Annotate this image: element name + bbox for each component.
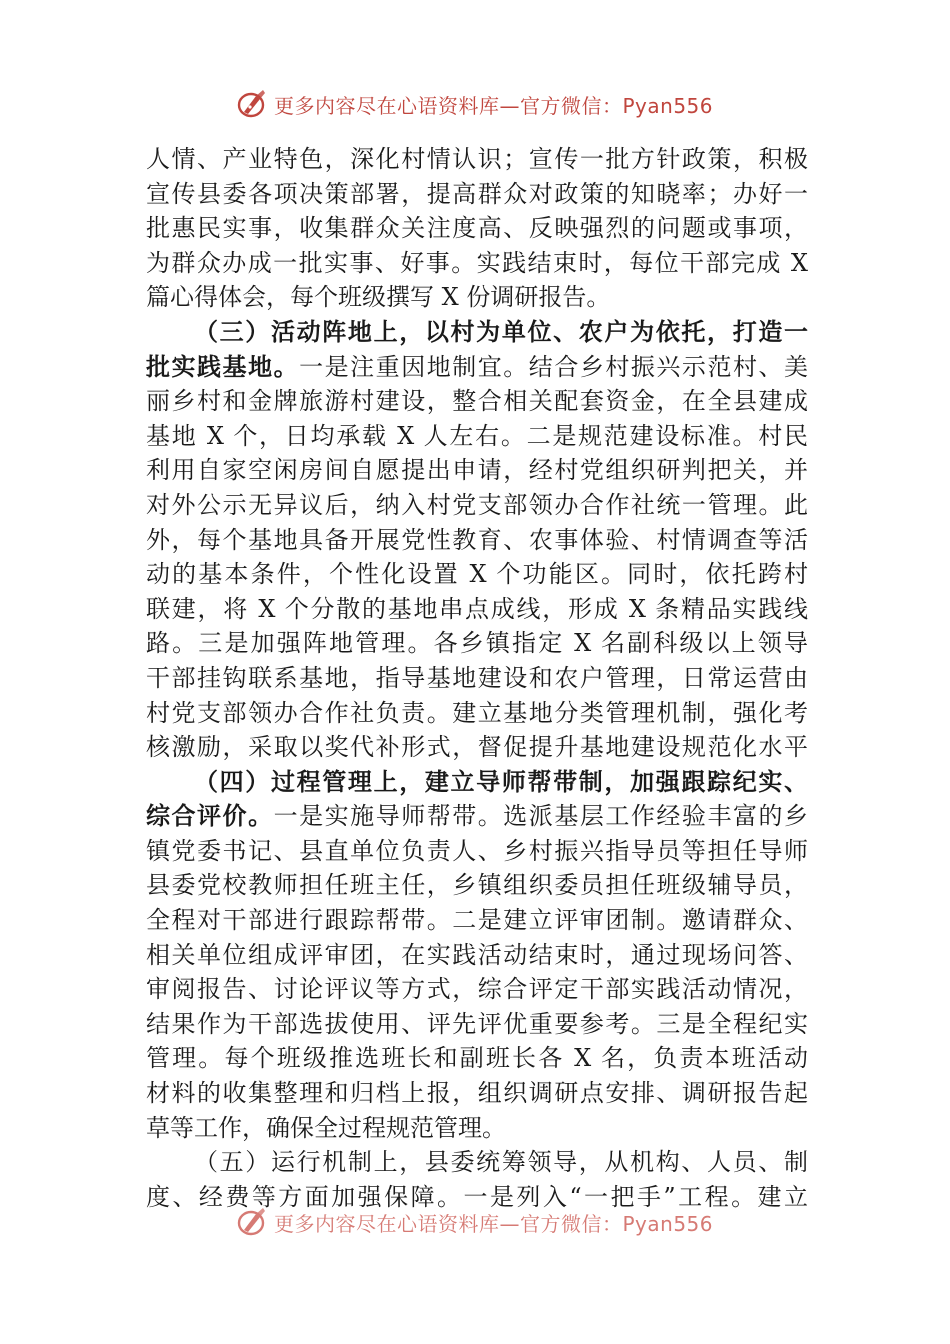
text-line <box>146 1111 808 1146</box>
body-text: 全程对干部进行跟踪帮带。二是建立评审团制。邀请群众、 <box>146 906 808 935</box>
body-text: 为群众办成一批实事、好事。实践结束时，每位干部完成 X <box>146 248 808 277</box>
body-text: 一是注重因地制宜。结合乡村振兴示范村、美 <box>299 352 808 381</box>
body-text: 干部挂钩联系基地，指导基地建设和农户管理，日常运营由 <box>146 663 808 692</box>
body-text: 批惠民实事，收集群众关注度高、反映强烈的问题或事项， <box>146 214 808 243</box>
text-line <box>146 1076 808 1111</box>
watermark-text: 更多内容尽在心语资料库—官方微信：Pyan556 <box>274 93 714 118</box>
body-text: 相关单位组成评审团，在实践活动结束时，通过现场问答、 <box>146 940 808 969</box>
body-text: 对外公示无异议后，纳入村党支部领办合作社统一管理。此 <box>146 490 808 519</box>
body-text: 丽乡村和金牌旅游村建设，整合相关配套资金，在全县建成 <box>146 387 808 416</box>
document-body <box>146 142 808 1214</box>
text-line <box>146 350 808 385</box>
text-line <box>146 972 808 1007</box>
text-line <box>146 592 808 627</box>
bold-heading-text: （三）活动阵地上，以村为单位、农户为依托，打造一 <box>194 316 808 346</box>
text-line <box>146 523 808 558</box>
text-line <box>146 211 808 246</box>
bold-heading-text: 批实践基地。 <box>146 351 300 381</box>
text-line <box>146 280 808 315</box>
text-line <box>146 1007 808 1042</box>
text-line <box>146 626 808 661</box>
body-text: 利用自家空闲房间自愿提出申请，经村党组织研判把关，并 <box>146 456 808 485</box>
text-line <box>146 903 808 938</box>
body-text: 镇党委书记、县直单位负责人、乡村振兴指导员等担任导师 <box>146 836 808 865</box>
text-line <box>146 557 808 592</box>
text-line <box>146 453 808 488</box>
pen-nib-logo-icon <box>234 86 270 122</box>
body-text: 结果作为干部选拔使用、评先评优重要参考。三是全程纪实 <box>146 1009 808 1038</box>
watermark-text-footer: 更多内容尽在心语资料库—官方微信：Pyan556 <box>274 1211 714 1236</box>
text-line <box>146 661 808 696</box>
body-text: 宣传县委各项决策部署，提高群众对政策的知晓率；办好一 <box>146 179 808 208</box>
text-line <box>146 1041 808 1076</box>
text-line <box>146 419 808 454</box>
header-watermark <box>0 82 950 122</box>
text-line <box>146 834 808 869</box>
text-line <box>146 142 808 177</box>
text-line <box>146 246 808 281</box>
body-text: 篇心得体会，每个班级撰写 X 份调研报告。 <box>146 283 611 312</box>
text-line <box>146 1145 808 1180</box>
body-text: （五）运行机制上，县委统筹领导，从机构、人员、制 <box>194 1148 808 1177</box>
text-line <box>146 868 808 903</box>
body-text: 联建，将 X 个分散的基地串点成线，形成 X 条精品实践线 <box>146 594 808 623</box>
body-text: 县委党校教师担任班主任，乡镇组织委员担任班级辅导员， <box>146 871 808 900</box>
body-text: 人情、产业特色，深化村情认识；宣传一批方针政策，积极 <box>146 145 808 173</box>
body-text: 审阅报告、讨论评议等方式，综合评定干部实践活动情况， <box>146 975 808 1004</box>
text-line <box>146 765 808 800</box>
bold-heading-text: （四）过程管理上，建立导师帮带制，加强跟踪纪实、 <box>194 766 808 796</box>
body-text: 基地 X 个，日均承载 X 人左右。二是规范建设标准。村民 <box>146 421 808 450</box>
text-line <box>146 488 808 523</box>
body-text: 核激励，采取以奖代补形式，督促提升基地建设规范化水平 <box>146 733 808 762</box>
text-line <box>146 696 808 731</box>
body-text: 村党支部领办合作社负责。建立基地分类管理机制，强化考 <box>146 698 808 727</box>
text-line <box>146 730 808 765</box>
bold-heading-text: 综合评价。 <box>146 801 274 831</box>
text-line <box>146 799 808 834</box>
text-line <box>146 384 808 419</box>
body-text: 动的基本条件，个性化设置 X 个功能区。同时，依托跨村 <box>146 560 808 589</box>
body-text: 一是实施导师帮带。选派基层工作经验丰富的乡 <box>273 802 808 831</box>
pen-nib-logo-icon <box>234 1204 270 1236</box>
body-text: 路。三是加强阵地管理。各乡镇指定 X 名副科级以上领导 <box>146 629 808 658</box>
body-text: 草等工作，确保全过程规范管理。 <box>146 1113 506 1142</box>
body-text: 外，每个基地具备开展党性教育、农事体验、村情调查等活 <box>146 525 808 554</box>
text-line <box>146 938 808 973</box>
text-line <box>146 177 808 212</box>
text-line <box>146 315 808 350</box>
body-text: 管理。每个班级推选班长和副班长各 X 名，负责本班活动 <box>146 1044 808 1073</box>
body-text: 度、经费等方面加强保障。一是列入“一把手”工程。建立 <box>146 1182 808 1211</box>
footer-watermark <box>0 1204 950 1236</box>
body-text: 材料的收集整理和归档上报，组织调研点安排、调研报告起 <box>146 1079 808 1108</box>
